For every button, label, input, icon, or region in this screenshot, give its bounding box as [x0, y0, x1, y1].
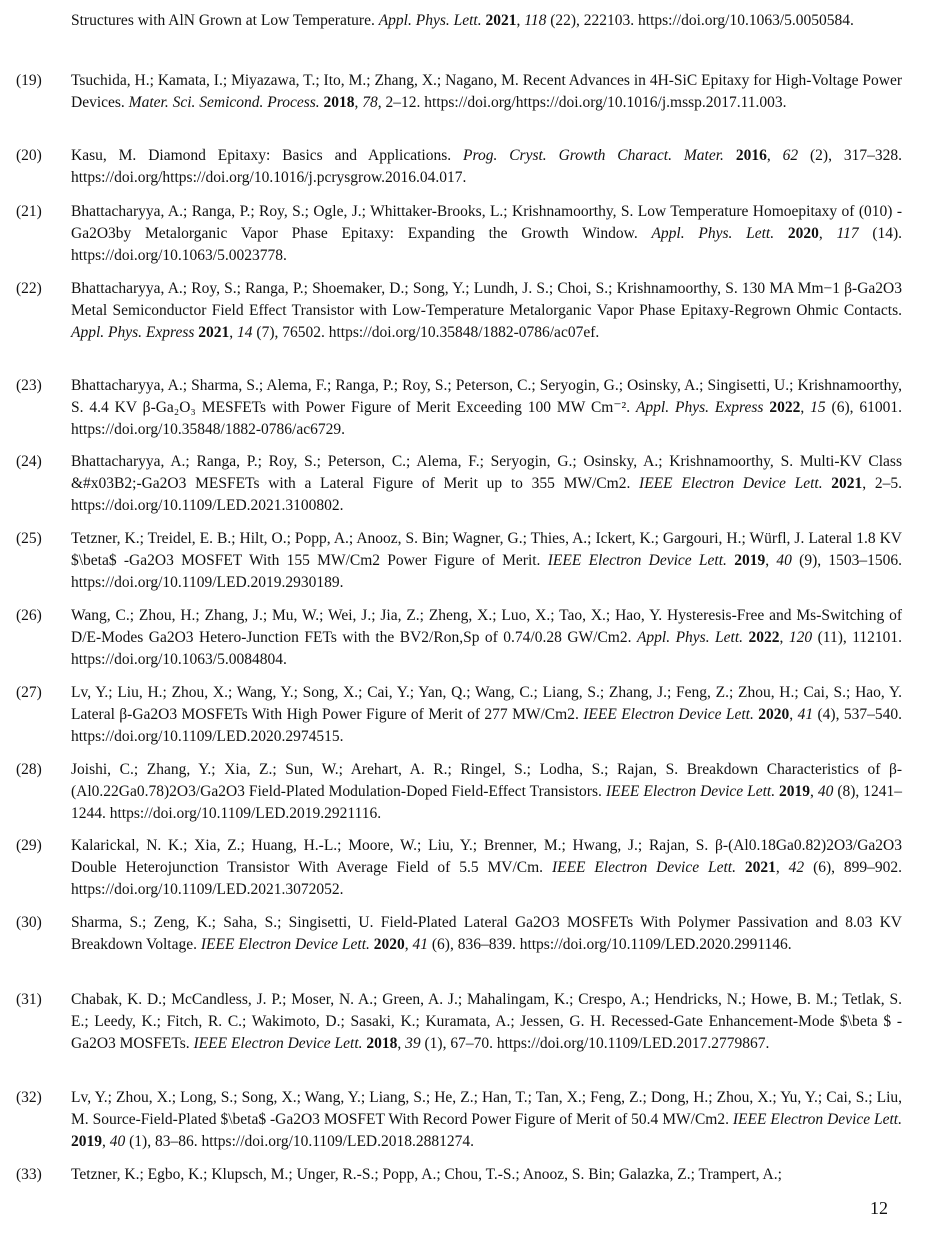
text-run [736, 859, 745, 876]
reference-text [71, 1164, 902, 1186]
text-run: , [766, 147, 783, 164]
text-run: , [818, 225, 837, 242]
text-run: Tsuchida, H.; Kamata, I.; Miyazawa, T.; Ito, M.; Zhang, X.; Nagano, M. Recent Advances in 4H-SiC Epitaxy for High-Voltage Power Devices. [71, 72, 902, 111]
text-run: Kalarickal, N. K.; Xia, Z.; Huang, H.-L.; Moore, W.; Liu, Y.; Brenner, M.; Hwang, J.; Rajan, S. β-(Al0.18Ga0.82)2O3/Ga2O3 Double Heterojunction Transistor With Average Field of 5.5 MV/Cm. [71, 837, 902, 876]
text-run: Wang, C.; Zhou, H.; Zhang, J.; Mu, W.; Wei, J.; Jia, Z.; Zheng, X.; Luo, X.; Tao, X.; Hao, Y. Hysteresis-Free and Ms-Switching of D/E-Modes Ga2O3 Hetero-Junction FETs with the BV2/Ron,Sp of 0.74/0.28 GW/Cm2. [71, 607, 902, 646]
text-run: (8), 1241–1244. https://doi.org/10.1109/LED.2019.2921116. [71, 783, 903, 822]
reference-number: (22) [16, 280, 42, 297]
reference-number: (25) [16, 530, 42, 547]
reference-number: (27) [16, 684, 42, 701]
text-run: 2021 [831, 475, 863, 492]
text-run: 2021 [485, 12, 517, 29]
text-run: Appl. Phys. Express [635, 399, 764, 416]
text-run: , 2–12. https://doi.org/https://doi.org/10.1016/j.mssp.2017.11.003. [377, 94, 787, 111]
text-run: , [354, 94, 363, 111]
text-run: Appl. Phys. Lett. [378, 12, 482, 29]
text-run: (7), 76502. https://doi.org/10.35848/1882-0786/ac07ef. [252, 324, 600, 341]
text-run: Bhattacharyya, A.; Ranga, P.; Roy, S.; Peterson, C.; Alema, F.; Seryogin, G.; Osinsky, A.; Krishnamoorthy, S. Multi-KV Class &#x03B2;-Ga2O3 MESFETs with a Lateral Figure of Merit up to 355 MW/Cm2. [71, 453, 902, 492]
reference-number: (19) [16, 72, 42, 89]
text-run: (6), 899–902. https://doi.org/10.1109/LED.2021.3072052. [71, 859, 903, 898]
text-run: (14). https://doi.org/10.1063/5.0023778. [71, 225, 903, 264]
text-run: Bhattacharyya, A.; Sharma, S.; Alema, F.; Ranga, P.; Roy, S.; Peterson, C.; Seryogin, G.; Osinsky, A.; Singisetti, U.; Krishnamoorthy, S. 4.4 KV β-Ga₂O₃ MESFETs with Power Figure of Merit Exceeding 100 MW Cm⁻². [71, 377, 902, 416]
text-run: 2016 [735, 147, 767, 164]
text-run: Kasu, M. Diamond Epitaxy: Basics and Applications. [71, 147, 464, 164]
text-run: 117 [836, 225, 859, 242]
reference-number: (26) [16, 607, 42, 624]
text-run: (22), 222103. https://doi.org/10.1063/5.0050584. [546, 12, 854, 29]
text-run: (1), 83–86. https://doi.org/10.1109/LED.2018.2881274. [125, 1133, 474, 1150]
reference-text [71, 605, 902, 671]
text-run: 2021 [744, 859, 776, 876]
text-run [823, 475, 832, 492]
text-run: 2019 [734, 552, 766, 569]
text-run: 40 [776, 552, 792, 569]
text-run: 2021 [198, 324, 230, 341]
text-run: , [404, 936, 413, 953]
text-run: IEEE Electron Device Lett. [583, 706, 754, 723]
text-run: IEEE Electron Device Lett. [200, 936, 370, 953]
text-run: 118 [524, 12, 547, 29]
text-run: Appl. Phys. Lett. [651, 225, 775, 242]
text-run: Sharma, S.; Zeng, K.; Saha, S.; Singisetti, U. Field-Plated Lateral Ga2O3 MOSFETs With Polymer Passivation and 8.03 KV Breakdown Voltage. [71, 914, 902, 953]
text-run: 41 [797, 706, 814, 723]
reference-text [71, 145, 902, 189]
text-run: 2018 [323, 94, 355, 111]
text-run: 2018 [366, 1035, 398, 1052]
text-run: Bhattacharyya, A.; Roy, S.; Ranga, P.; Shoemaker, D.; Song, Y.; Lundh, J. S.; Choi, S.; Krishnamoorthy, S. 130 MA Mm−1 β-Ga2O3 Metal Semiconductor Field Effect Transistor with Low-Temperature Metalorganic Vapor Phase Epitaxy-Regrown Ohmic Contacts. [71, 280, 902, 319]
reference-text [71, 682, 902, 748]
page-number: 12 [870, 1198, 888, 1218]
text-run: Joishi, C.; Zhang, Y.; Xia, Z.; Sun, W.; Arehart, A. R.; Ringel, S.; Lodha, S.; Rajan, S. Breakdown Characteristics of β-(Al0.22Ga0.78)2O3/Ga2O3 Field-Plated Modulation-Doped Field-Effect Transistors. [71, 761, 902, 800]
reference-text [71, 70, 902, 114]
text-run: Prog. Cryst. Growth Charact. Mater. [463, 147, 724, 164]
reference-text [71, 528, 902, 594]
text-run: (6), 836–839. https://doi.org/10.1109/LED.2020.2991146. [428, 936, 792, 953]
reference-continuation [71, 10, 902, 32]
reference-number: (32) [16, 1089, 42, 1106]
reference-text [71, 1087, 902, 1153]
reference-text [71, 835, 902, 901]
reference-number: (33) [16, 1166, 42, 1183]
text-run: (4), 537–540. https://doi.org/10.1109/LED.2020.2974515. [71, 706, 902, 745]
text-run: IEEE Electron Device Lett. [639, 475, 823, 492]
text-run: , [779, 629, 789, 646]
text-run: Bhattacharyya, A.; Ranga, P.; Roy, S.; Ogle, J.; Whittaker-Brooks, L.; Krishnamoorthy, S. Low Temperature Homoepitaxy of (010) -Ga2O3by Metalorganic Vapor Phase Epitaxy: Expanding the Growth Window. [71, 203, 902, 242]
text-run: 2022 [748, 629, 780, 646]
reference-text [71, 912, 902, 956]
reference-text [71, 278, 902, 344]
reference-number: (30) [16, 914, 42, 931]
text-run: 2019 [71, 1133, 102, 1150]
text-run: IEEE Electron Device Lett. [732, 1111, 902, 1128]
text-run: , 2–5. https://doi.org/10.1109/LED.2021.3100802. [71, 475, 903, 514]
text-run: 2020 [373, 936, 405, 953]
reference-text [71, 989, 902, 1055]
text-run: , [765, 552, 777, 569]
text-run: 41 [412, 936, 428, 953]
text-run: , [516, 12, 525, 29]
text-run: 120 [788, 629, 813, 646]
text-run [774, 225, 788, 242]
reference-number: (23) [16, 377, 42, 394]
text-run: 14 [237, 324, 253, 341]
text-run: (2), 317–328. https://doi.org/https://doi.org/10.1016/j.pcrysgrow.2016.04.017. [71, 147, 902, 186]
reference-number: (24) [16, 453, 42, 470]
reference-number: (31) [16, 991, 42, 1008]
text-run: Lv, Y.; Liu, H.; Zhou, X.; Wang, Y.; Song, X.; Cai, Y.; Yan, Q.; Wang, C.; Liang, S.; Zhang, J.; Feng, Z.; Zhou, H.; Cai, S.; Hao, Y. Lateral β-Ga2O3 MOSFETs With High Power Figure of Merit of 277 MW/Cm2. [71, 684, 902, 723]
text-run [724, 147, 736, 164]
text-run: IEEE Electron Device Lett. [547, 552, 727, 569]
text-run: 40 [109, 1133, 126, 1150]
reference-number: (20) [16, 147, 42, 164]
reference-text [71, 375, 902, 441]
reference-number: (21) [16, 203, 42, 220]
text-run: IEEE Electron Device Lett. [193, 1035, 363, 1052]
text-run: , [102, 1133, 110, 1150]
text-run: 2020 [787, 225, 819, 242]
text-run: Chabak, K. D.; McCandless, J. P.; Moser, N. A.; Green, A. J.; Mahalingam, K.; Crespo, A.; Hendricks, N.; Howe, B. M.; Tetlak, S. E.; Leedy, K.; Fitch, R. C.; Wakimoto, D.; Sasaki, K.; Kuramata, A.; Jessen, G. H. Recessed-Gate Enhancement-Mode $\beta $ -Ga2O3 MOSFETs. [71, 991, 902, 1052]
text-run: , [229, 324, 238, 341]
text-run: , [800, 399, 811, 416]
reference-number: (28) [16, 761, 42, 778]
reference-text [71, 201, 902, 267]
text-run: IEEE Electron Device Lett. [605, 783, 776, 800]
text-run: , [775, 859, 789, 876]
text-run: 62 [782, 147, 799, 164]
text-run: 78 [362, 94, 378, 111]
text-run: , [397, 1035, 406, 1052]
reference-number: (29) [16, 837, 42, 854]
text-run: Appl. Phys. Express [71, 324, 195, 341]
reference-text [71, 451, 902, 517]
text-run: Tetzner, K.; Egbo, K.; Klupsch, M.; Unger, R.-S.; Popp, A.; Chou, T.-S.; Anooz, S. Bin; Galazka, Z.; Trampert, A.; [71, 1166, 782, 1183]
text-run: 39 [405, 1035, 421, 1052]
text-run: 2022 [769, 399, 801, 416]
text-run: Appl. Phys. Lett. [636, 629, 744, 646]
text-run: , [810, 783, 818, 800]
text-run: , [789, 706, 798, 723]
text-run: 15 [810, 399, 826, 416]
text-run: Lv, Y.; Zhou, X.; Long, S.; Song, X.; Wang, Y.; Liang, S.; He, Z.; Han, T.; Tan, X.; Feng, Z.; Dong, H.; Zhou, X.; Yu, Y.; Cai, S.; Liu, M. Source-Field-Plated $\beta$ -Ga2O3 MOSFET With Record Power Figure of Merit of 50.4 MW/Cm2. [71, 1089, 902, 1128]
text-run: (1), 67–70. https://doi.org/10.1109/LED.2017.2779867. [420, 1035, 770, 1052]
reference-text [71, 759, 902, 825]
text-run: Tetzner, K.; Treidel, E. B.; Hilt, O.; Popp, A.; Anooz, S. Bin; Wagner, G.; Thies, A.; Ickert, K.; Gargouri, H.; Würfl, J. Lateral 1.8 KV $\beta$ -Ga2O3 MOSFET With 155 MW/Cm2 Power Figure of Merit. [71, 530, 902, 569]
text-run: (6), 61001. https://doi.org/10.35848/1882-0786/ac6729. [71, 399, 903, 438]
text-run: 2019 [779, 783, 811, 800]
text-run: IEEE Electron Device Lett. [551, 859, 736, 876]
text-run: 40 [817, 783, 834, 800]
text-run: (11), 112101. https://doi.org/10.1063/5.0084804. [71, 629, 903, 668]
text-run: Structures with AlN Grown at Low Temperature. [71, 12, 379, 29]
text-run: Mater. Sci. Semicond. Process. [128, 94, 320, 111]
text-run: (9), 1503–1506. https://doi.org/10.1109/LED.2019.2930189. [71, 552, 903, 591]
text-run: 42 [788, 859, 805, 876]
text-run: 2020 [758, 706, 790, 723]
